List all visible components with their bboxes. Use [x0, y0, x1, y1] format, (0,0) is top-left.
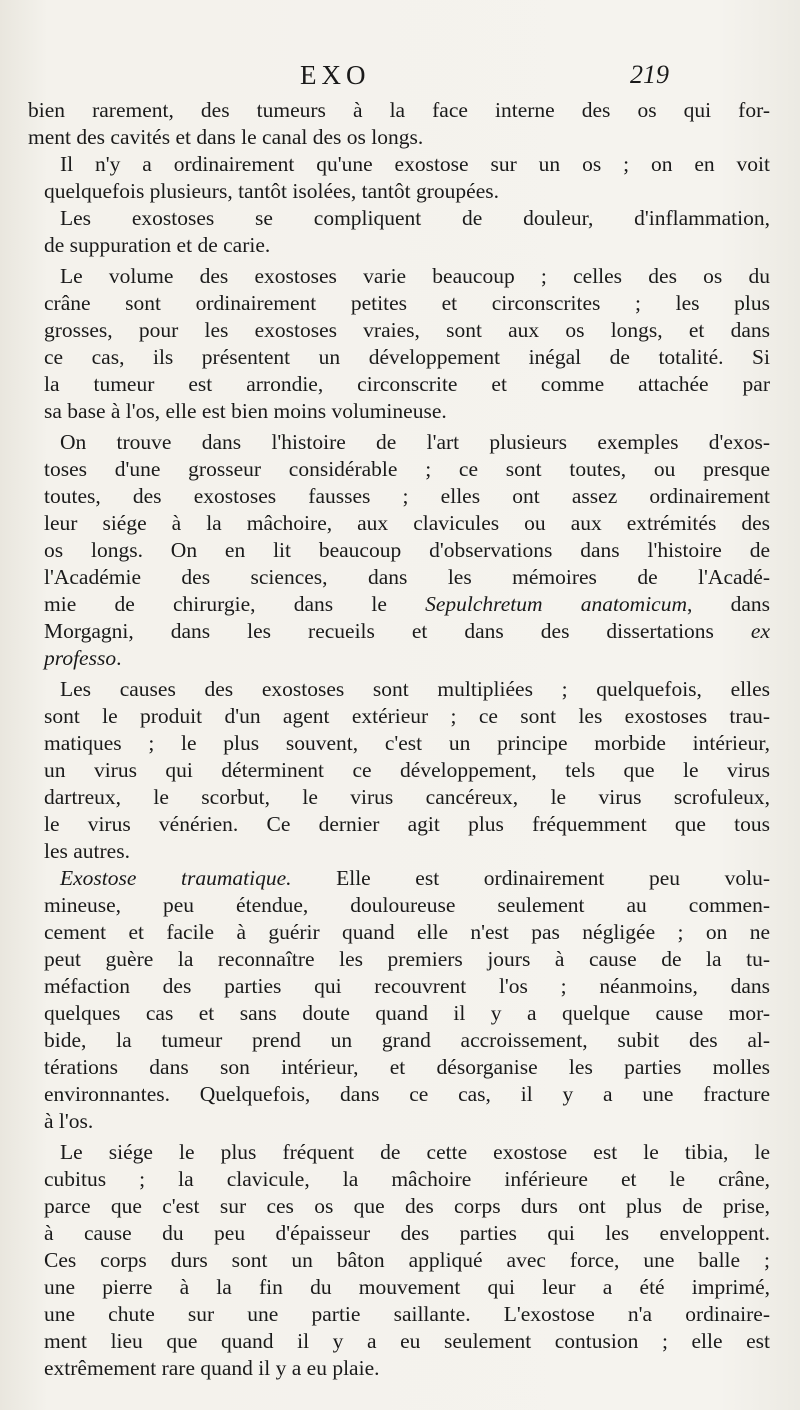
text-run: Elle est ordinairement peu volu-	[291, 866, 770, 890]
text-line: à cause du peu d'épaisseur des parties qui les enveloppent.	[44, 1221, 770, 1245]
text-line: méfaction des parties qui recouvrent l'os ; néanmoins, dans	[44, 974, 770, 998]
paragraph-8	[28, 1139, 770, 1382]
text-line: peut guère la reconnaître les premiers jours à cause de la tu-	[44, 947, 770, 971]
paragraph-5	[28, 429, 770, 672]
text-line: sa base à l'os, elle est bien moins volumineuse.	[44, 399, 447, 423]
italic-term: professo	[44, 646, 117, 670]
text-line: cubitus ; la clavicule, la mâchoire inférieure et le crâne,	[44, 1167, 770, 1191]
text-line: Le siége le plus fréquent de cette exostose est le tibia, le	[60, 1140, 770, 1164]
text-line: mineuse, peu étendue, douloureuse seulement au commen-	[44, 893, 770, 917]
text-line: bide, la tumeur prend un grand accroissement, subit des al-	[44, 1028, 770, 1052]
text-run: Morgagni, dans les recueils et dans des dissertations	[44, 619, 751, 643]
text-line: environnantes. Quelquefois, dans ce cas, il y a une fracture	[44, 1082, 770, 1106]
text-line: les autres.	[44, 839, 130, 863]
text-line: à l'os.	[44, 1109, 94, 1133]
text-line: l'Académie des sciences, dans les mémoires de l'Acadé-	[44, 565, 770, 589]
text-line: os longs. On en lit beaucoup d'observations dans l'histoire de	[44, 538, 770, 562]
italic-term: ex	[750, 619, 770, 643]
paragraph-1	[28, 97, 770, 151]
text-line: leur siége à la mâchoire, aux clavicules ou aux extrémités des	[44, 511, 770, 535]
text-line: crâne sont ordinairement petites et circonscrites ; les plus	[44, 291, 770, 315]
text-line: Les exostoses se compliquent de douleur, d'inflammation,	[60, 206, 770, 230]
text-line: la tumeur est arrondie, circonscrite et comme attachée par	[44, 372, 770, 396]
text-line: extrêmement rare quand il y a eu plaie.	[44, 1356, 380, 1380]
text-line: parce que c'est sur ces os que des corps durs ont plus de prise,	[44, 1194, 770, 1218]
text-line: un virus qui déterminent ce développement, tels que le virus	[44, 758, 770, 782]
text-run: mie de chirurgie, dans le	[44, 592, 426, 616]
text-run: .	[116, 646, 122, 670]
text-line: cement et facile à guérir quand elle n'est pas négligée ; on ne	[44, 920, 770, 944]
text-line: ment des cavités et dans le canal des os longs.	[28, 125, 424, 149]
text-line: le virus vénérien. Ce dernier agit plus fréquemment que tous	[44, 812, 770, 836]
italic-title: Sepulchretum anatomicum	[425, 592, 687, 616]
text-line: matiques ; le plus souvent, c'est un principe morbide intérieur,	[44, 731, 770, 755]
paragraph-3	[28, 205, 770, 259]
text-line: quelques cas et sans doute quand il y a quelque cause mor-	[44, 1001, 770, 1025]
text-line: toutes, des exostoses fausses ; elles ont assez ordinairement	[44, 484, 770, 508]
text-line	[28, 645, 770, 672]
text-line: grosses, pour les exostoses vraies, sont aux os longs, et dans	[44, 318, 770, 342]
text-line	[28, 865, 770, 892]
text-line: une chute sur une partie saillante. L'exostose n'a ordinaire-	[44, 1302, 770, 1326]
text-line: ment lieu que quand il y a eu seulement contusion ; elle est	[44, 1329, 770, 1353]
running-head: EXO	[300, 60, 371, 90]
text-line: bien rarement, des tumeurs à la face interne des os qui for-	[28, 98, 770, 122]
text-line: Le volume des exostoses varie beaucoup ; celles des os du	[60, 264, 770, 288]
text-line: quelquefois plusieurs, tantôt isolées, tantôt groupées.	[44, 179, 499, 203]
text-line: On trouve dans l'histoire de l'art plusieurs exemples d'exos-	[60, 430, 770, 454]
paragraph-7	[28, 865, 770, 1135]
text-line: dartreux, le scorbut, le virus cancéreux, le virus scrofuleux,	[44, 785, 770, 809]
text-line: de suppuration et de carie.	[44, 233, 271, 257]
text-line: Les causes des exostoses sont multipliées ; quelquefois, elles	[60, 677, 770, 701]
page-number: 219	[630, 60, 669, 89]
section-heading: Exostose traumatique.	[60, 866, 292, 890]
text-line	[28, 591, 770, 618]
text-line: Ces corps durs sont un bâton appliqué avec force, une balle ;	[44, 1248, 770, 1272]
body-text	[28, 97, 770, 1382]
text-line: Il n'y a ordinairement qu'une exostose sur un os ; on en voit	[60, 152, 770, 176]
paragraph-2	[28, 151, 770, 205]
text-line: térations dans son intérieur, et désorganise les parties molles	[44, 1055, 770, 1079]
text-line: sont le produit d'un agent extérieur ; ce sont les exostoses trau-	[44, 704, 770, 728]
paragraph-4	[28, 263, 770, 425]
page-header	[0, 60, 800, 100]
text-line: ce cas, ils présentent un développement inégal de totalité. Si	[44, 345, 770, 369]
text-run: , dans	[687, 592, 770, 616]
paragraph-6	[28, 676, 770, 865]
text-line: une pierre à la fin du mouvement qui leur a été imprimé,	[44, 1275, 770, 1299]
text-line	[28, 618, 770, 645]
text-line: toses d'une grosseur considérable ; ce sont toutes, ou presque	[44, 457, 770, 481]
